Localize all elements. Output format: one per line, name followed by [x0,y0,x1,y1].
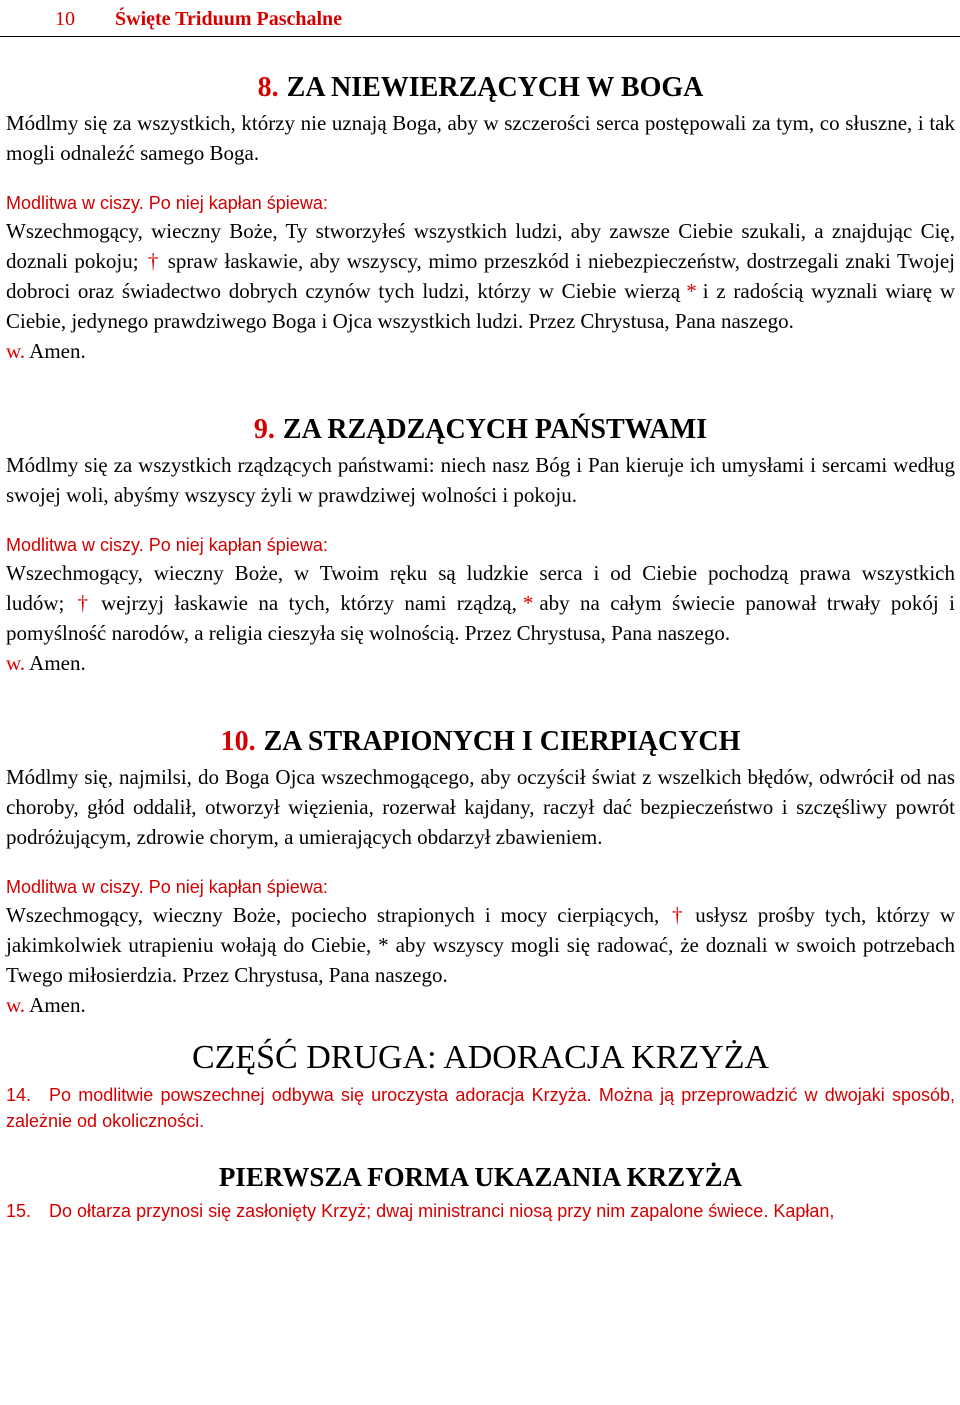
section-8 [6,68,955,366]
prayer-part-b: usłysz prośby tych, którzy w jakimkolwiek utrapieniu wołają do Ciebie, [6,903,955,957]
section-10-rubric [6,874,955,900]
prayer-part-c: aby wszyscy mogli się radować, że doznali w swoich potrzebach Twego miłosierdzia. Przez Chrystusa, Pana naszego. [6,933,956,987]
part-two [6,1036,955,1224]
cross-icon: † [667,903,688,927]
section-10-amen [6,990,955,1020]
cross-icon: † [72,591,94,615]
amen-text: Amen. [29,993,86,1017]
rubric-sing: Po niej kapłan śpiewa: [148,535,328,555]
asterisk-mark: * [522,591,534,615]
amen-response-marker: w. [6,339,26,363]
rubric-14-number: 14. [6,1085,32,1105]
header-rule [0,36,960,37]
asterisk-mark: * [686,279,697,303]
rubric-silence: Modlitwa w ciszy. [6,535,144,555]
amen-text: Amen. [29,651,86,675]
section-9-number: 9. [253,414,275,445]
section-9-heading [6,410,955,450]
section-8-amen [6,336,955,366]
section-10-title: ZA STRAPIONYCH I CIERPIĄCYCH [263,726,741,757]
section-8-heading [6,68,955,108]
part-two-title: CZĘŚĆ DRUGA: ADORACJA KRZYŻA [191,1039,770,1076]
section-8-prayer [6,216,955,336]
rubric-silence: Modlitwa w ciszy. [6,877,144,897]
section-9-rubric [6,532,955,558]
section-9-amen [6,648,955,678]
page-content [6,68,955,1224]
rubric-15 [6,1198,955,1224]
section-10-intro: Módlmy się, najmilsi, do Boga Ojca wszechmogącego, aby oczyścił świat z wszelkich błędów, odwrócił od nas choroby, głód oddalił, otworzył więzienia, rozerwał kajdany, raczył dać bezpieczeństwo i szczęśliwy powrót podróżującym, zdrowie chorym, a umierających obdarzył zbawieniem. [6,765,955,849]
rubric-14-text: Po modlitwie powszechnej odbywa się uroczysta adoracja Krzyża. Można ją przeprowadzić w dwojaki sposób, zależnie od okoliczności. [6,1085,955,1131]
cross-icon: † [146,249,160,273]
asterisk-mark: * [378,933,389,957]
page-number: 10 [55,8,75,30]
amen-response-marker: w. [6,993,26,1017]
first-form-heading: PIERWSZA FORMA UKAZANIA KRZYŻA [218,1162,743,1192]
section-10-number: 10. [220,726,256,757]
rubric-15-text: Do ołtarza przynosi się zasłonięty Krzyż; dwaj ministranci niosą przy nim zapalone świece. Kapłan, [49,1201,835,1221]
rubric-15-number: 15. [6,1201,32,1221]
rubric-silence: Modlitwa w ciszy. [6,193,144,213]
running-title: Święte Triduum Paschalne [115,8,343,30]
prayer-part-b: wejrzyj łaskawie na tych, którzy nami rządzą, [101,591,517,615]
rubric-14 [6,1082,955,1134]
page-header [0,0,960,36]
section-9-prayer [6,558,955,648]
section-8-intro: Módlmy się za wszystkich, którzy nie uznają Boga, aby w szczerości serca postępowali za tym, co słuszne, i tak mogli odnaleźć samego Boga. [6,111,955,165]
section-8-number: 8. [257,72,279,103]
section-10-heading [6,722,955,762]
rubric-sing: Po niej kapłan śpiewa: [148,877,328,897]
section-9-title: ZA RZĄDZĄCYCH PAŃSTWAMI [282,414,708,445]
rubric-sing: Po niej kapłan śpiewa: [148,193,328,213]
prayer-part-a: Wszechmogący, wieczny Boże, pociecho strapionych i mocy cierpiących, [6,903,660,927]
prayer-part-c: i z radością wyznali wiarę w Ciebie, jedynego prawdziwego Boga i Ojca wszystkich ludzi. Przez Chrystusa, Pana naszego. [6,279,955,333]
amen-response-marker: w. [6,651,26,675]
section-9-intro: Módlmy się za wszystkich rządzących państwami: niech nasz Bóg i Pan kieruje ich umysłami i sercami według swojej woli, abyśmy wszyscy żyli w prawdziwej wolności i pokoju. [6,453,955,507]
amen-text: Amen. [29,339,86,363]
section-8-rubric [6,190,955,216]
section-9 [6,410,955,678]
prayer-part-a: Wszechmogący, wieczny Boże, Ty stworzyłeś wszystkich ludzi, aby zawsze Ciebie szukali, a znajdując Cię, doznali pokoju; [6,219,955,273]
prayer-part-b: spraw łaskawie, aby wszyscy, mimo przeszkód i niebezpieczeństw, dostrzegali znaki Twojej dobroci oraz świadectwo dobrych czynów tych ludzi, którzy w Ciebie wierzą [6,249,956,303]
prayer-part-a: Wszechmogący, wieczny Boże, w Twoim ręku są ludzkie serca i od Ciebie pochodzą prawa wszystkich ludów; [6,561,955,615]
section-10-prayer [6,900,955,990]
section-10 [6,722,955,1020]
section-8-title: ZA NIEWIERZĄCYCH W BOGA [286,72,704,103]
prayer-part-c: aby na całym świecie panował trwały pokój i pomyślność narodów, a religia cieszyła się wolnością. Przez Chrystusa, Pana naszego. [6,591,955,645]
